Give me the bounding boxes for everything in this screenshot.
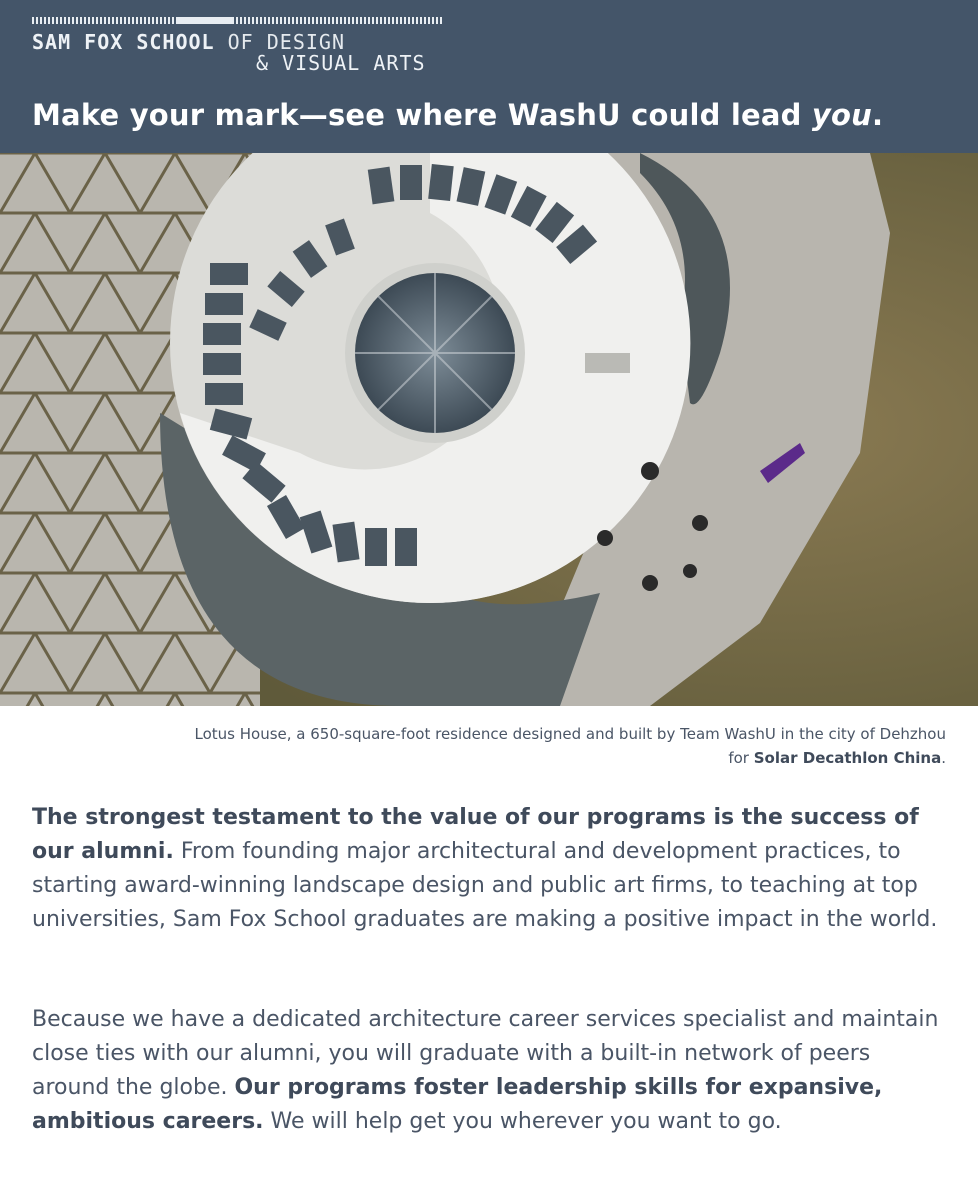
p1-lead: The strongest testament to the value of our programs is the success of our alumni. — [32, 805, 919, 864]
headline — [32, 98, 883, 142]
headline-emphasis: you — [811, 98, 872, 132]
lotus-house-aerial-photo[interactable] — [0, 153, 978, 706]
p2-bold: Our programs foster leadership skills for expansive, ambitious careers. — [32, 1075, 883, 1134]
logo-school-name: SAM FOX SCHOOL — [32, 30, 215, 54]
headline-end: . — [871, 98, 884, 132]
body-paragraph-2 — [32, 1003, 948, 1139]
email-header — [0, 0, 978, 153]
logo-visual-arts: & VISUAL ARTS — [256, 51, 426, 75]
caption-text: Lotus House, a 650-square-foot residence designed and built by Team WashU in the city of Dehzhou for — [194, 725, 946, 767]
headline-main: Make your mark—see where WashU could lead — [32, 98, 812, 132]
body-paragraph-1 — [32, 801, 948, 937]
caption-end: . — [941, 749, 946, 767]
photo-caption — [186, 722, 946, 770]
caption-bold: Solar Decathlon China — [753, 749, 942, 767]
p1-text: From founding major architectural and development practices, to starting award-winning landscape design and public art firms, to teaching at top universities, Sam Fox School graduates are making a positive impact in the world. — [32, 839, 938, 932]
logo-of-design: OF DESIGN — [227, 30, 345, 54]
logo-barcode-graphic — [32, 17, 444, 24]
aerial-illustration — [0, 153, 978, 706]
p2-text-b: We will help get you wherever you want to go. — [263, 1109, 782, 1134]
p2-text-a: Because we have a dedicated architecture career services specialist and maintain close ties with our alumni, you will graduate with a built-in network of peers around the globe. — [32, 1007, 939, 1100]
